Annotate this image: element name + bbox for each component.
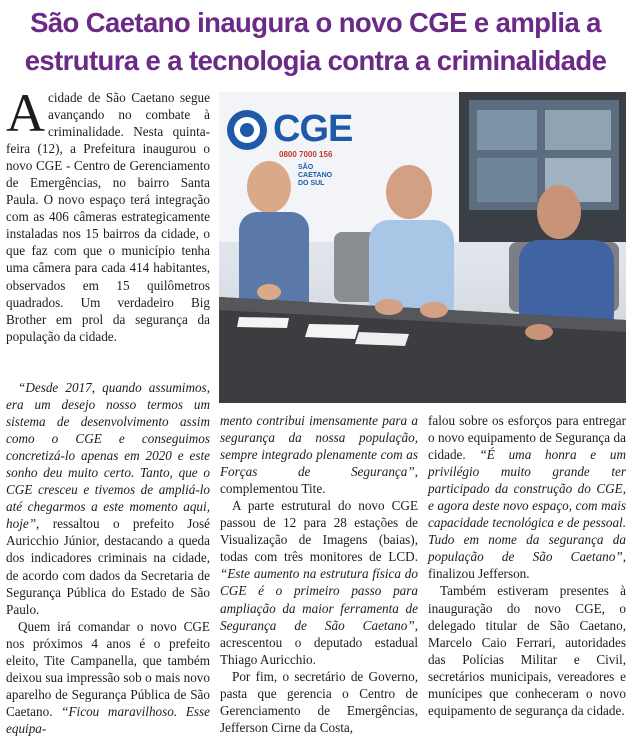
paragraph: mento contribui imensamente para a segurança da nossa população, sempre integrado plenamente com as Forças de Segurança”, complementou Tite.	[220, 413, 418, 497]
paragraph: “Desde 2017, quando assumimos, era um desejo nosso termos um sistema de desenvolvimento assim como o CGE e conseguimos concretizá-lo apenas em 2020 e este sonho deu muito certo. Tanto, que o CGE cresceu e tivemos de ampliá-lo até chegarmos a este momento aqui, hoje”, ressaltou o prefeito José Auricchio Júnior, destacando a queda dos indicadores criminais na cidade, de acordo com dados da Secretaria de Segurança Pública do Estado de São Paulo.	[6, 380, 210, 617]
quote: “Ficou maravilhoso. Esse equipa-	[6, 703, 210, 736]
column-1-continued	[6, 379, 210, 737]
lead-paragraph: Acidade de São Caetano segue avançando no combate à criminalidade. Nesta quinta-feira (12), a Prefeitura inaugurou o novo CGE - Centro de Gerenciamento de Emergências, no bairro Santa Paula. O novo espaço terá integração com as 406 câmeras estrategicamente instaladas nos 15 bairros da cidade, o que faz com que o município tenha uma câmera para cada 414 habitantes, observados em 15 quilômetros quadrados. Um verdadeiro Big Brother em prol da segurança da população da cidade.	[6, 83, 210, 344]
cge-city: SÃO CAETANO DO SUL	[298, 164, 333, 187]
column-1-intro	[6, 83, 210, 345]
quote: “Este aumento na estrutura física do CGE é o primeiro passo para ampliação da maior ferramenta de Segurança de São Caetano”	[220, 566, 418, 633]
paragraph: Também estiveram presentes à inauguração do novo CGE, o delegado titular de São Caetano, Marcelo Caio Ferrari, autoridades das Polícias Militar e Civil, secretários municipais, vereadores e munícipes que conheceram o novo equipamento de segurança da cidade.	[428, 583, 626, 718]
quote: “Desde 2017, quando assumimos, era um desejo nosso termos um sistema de desenvolvimento assim como o CGE e conseguimos concretizá-lo apenas em 2020 e este sonho deu muito certo. Tanto, que o CGE cresceu e tivemos de ampliá-lo até chegarmos a este momento aqui, hoje”	[6, 380, 210, 532]
column-2	[220, 412, 418, 736]
column-3	[428, 412, 626, 719]
cge-phone: 0800 7000 156	[279, 150, 333, 159]
article-photo	[219, 92, 626, 403]
paragraph: falou sobre os esforços para entregar o novo equipamento de Segurança da cidade. “É uma honra e um privilégio muito grande ter participado da construção do CGE, e agora deste novo espaço, com mais capacidade tecnológica e de pessoal. Tudo em nome da segurança da população de São Caetano”, finalizou Jefferson.	[428, 413, 626, 582]
paragraph: A parte estrutural do novo CGE passou de 12 para 28 estações de Visualização de Imagens (baias), todas com três monitores de LCD. “Este aumento na estrutura física do CGE é o primeiro passo para ampliação da maior ferramenta de Segurança de São Caetano”, acrescentou o deputado estadual Thiago Auricchio.	[220, 498, 418, 667]
drop-cap: A	[6, 83, 45, 143]
article-headline: São Caetano inaugura o novo CGE e amplia a estrutura e a tecnologia contra a criminalidade	[24, 7, 607, 76]
quote: mento contribui imensamente para a segurança da nossa população, sempre integrado plenamente com as Forças de Segurança”	[220, 413, 418, 480]
paragraph: Quem irá comandar o novo CGE nos próximos 4 anos é o prefeito eleito, Tite Campanella, que também deixou sua impressão sob o mais novo aparelho de Segurança Pública de São Caetano. “Ficou maravilhoso. Esse equipa-	[6, 618, 210, 736]
cge-logo: CGE	[273, 108, 353, 150]
paragraph: Por fim, o secretário de Governo, pasta que gerencia o Centro de Gerenciamento de Emergências, Jefferson Cirne da Costa,	[220, 668, 418, 735]
quote: “É uma honra e um privilégio muito grande ter participado da construção do CGE, e agora deste novo espaço, com mais capacidade tecnológica e de pessoal. Tudo em nome da segurança da população de São Caetano”	[428, 447, 626, 565]
